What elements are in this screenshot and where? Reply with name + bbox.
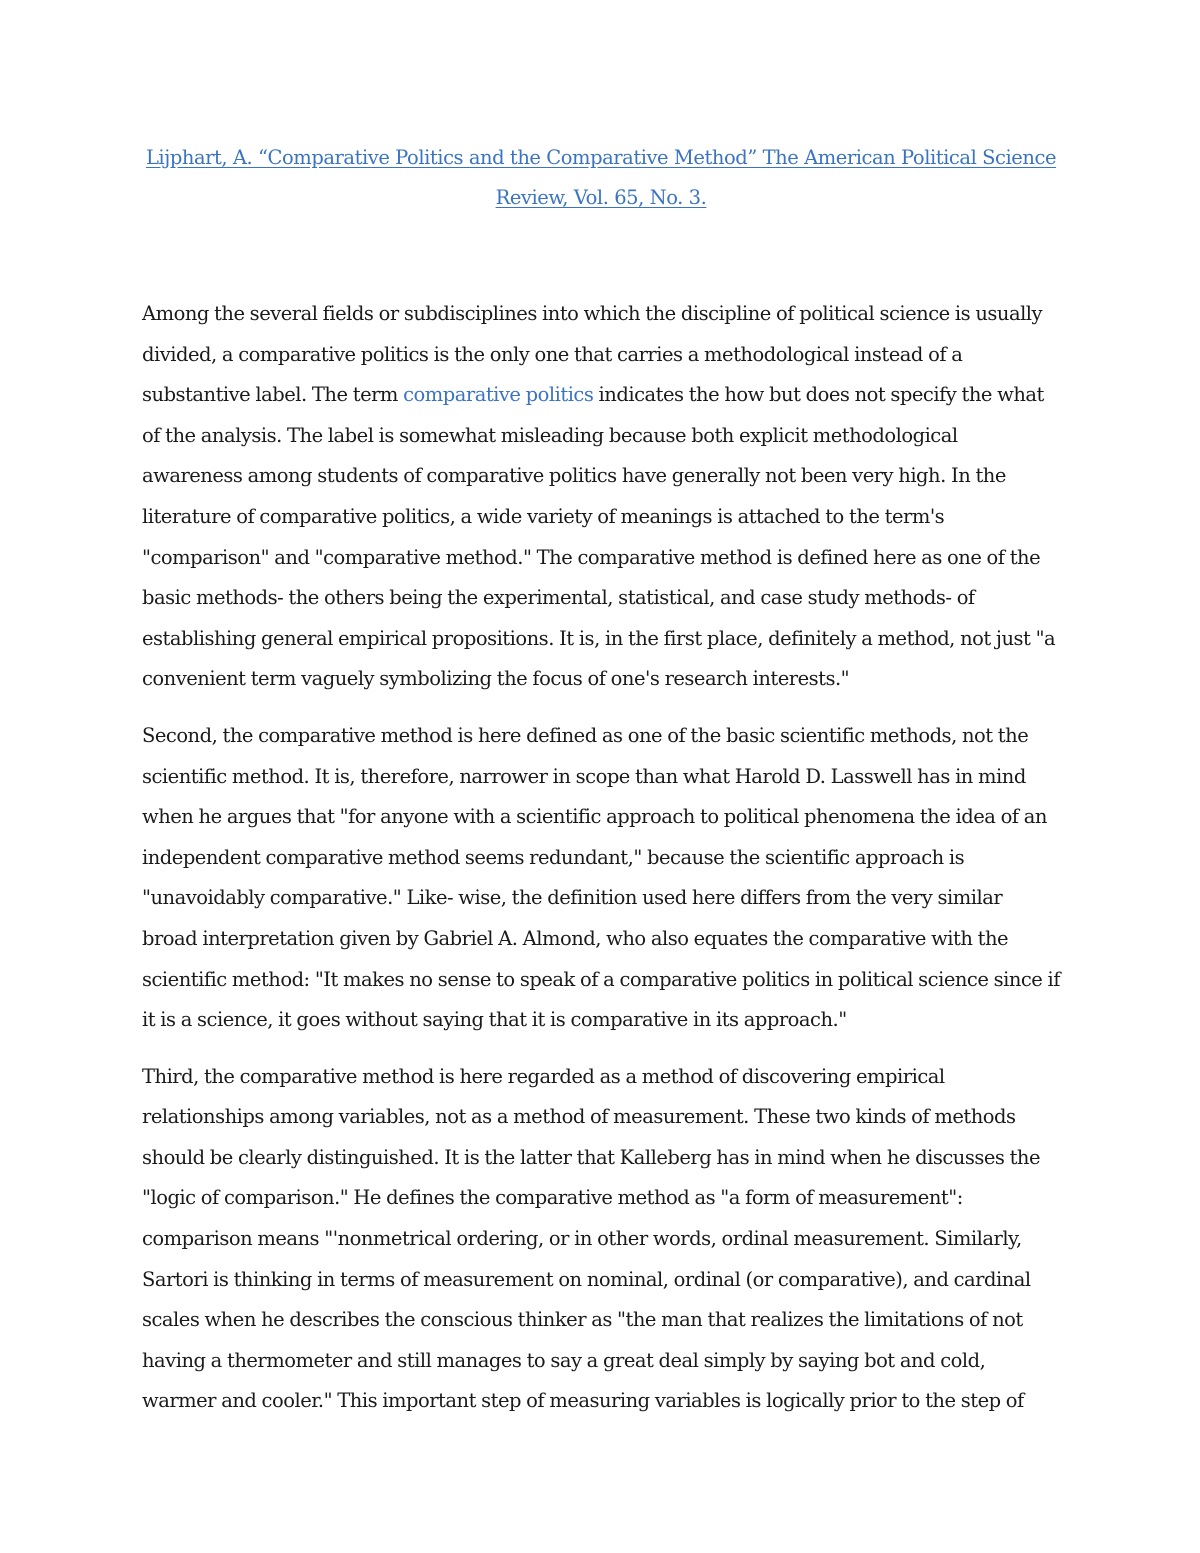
comparative-politics-link[interactable]: comparative politics bbox=[403, 383, 594, 407]
document-page bbox=[142, 138, 1060, 1438]
paragraph-1-text-before: Among the several fields or subdisciplines into which the discipline of political science is usually divided, a comparative politics is the only one that carries a methodological instead of a substantive label. The term bbox=[142, 302, 1043, 407]
paragraph-3: Third, the comparative method is here regarded as a method of discovering empirical relationships among variables, not as a method of measurement. These two kinds of methods should be clearly distinguished. It is the latter that Kalleberg has in mind when he discusses the "logic of comparison." He defines the comparative method as "a form of measurement": comparison means "'nonmetrical ordering, or in other words, ordinal measurement. Similarly, Sartori is thinking in terms of measurement on nominal, ordinal (or comparative), and cardinal scales when he describes the conscious thinker as "the man that realizes the limitations of not having a thermometer and still manages to say a great deal simply by saying bot and cold, warmer and cooler." This important step of measuring variables is logically prior to the step of bbox=[142, 1064, 1041, 1413]
citation-link[interactable]: Lijphart, A. “Comparative Politics and the Comparative Method” The American Political Science Review, Vol. 65, No. 3. bbox=[145, 146, 1057, 209]
paragraph-2: Second, the comparative method is here defined as one of the basic scientific methods, not the scientific method. It is, therefore, narrower in scope than what Harold D. Lasswell has in mind when he argues that "for anyone with a scientific approach to political phenomena the idea of an independent comparative method seems redundant," because the scientific approach is "unavoidably comparative." Like- wise, the definition used here differs from the very similar broad interpretation given by Gabriel A. Almond, who also equates the comparative with the scientific method: "It makes no sense to speak of a comparative politics in political science since if it is a science, it goes without saying that it is comparative in its approach." bbox=[142, 723, 1060, 1032]
paragraph-1 bbox=[142, 294, 1060, 700]
paragraph-1-text-after: indicates the how but does not specify the what of the analysis. The label is somewhat misleading because both explicit methodological awareness among students of comparative politics have generally not been very high. In the literature of comparative politics, a wide variety of meanings is attached to the term's "comparison" and "comparative method." The comparative method is defined here as one of the basic methods- the others being the experimental, statistical, and case study methods- of establishing general empirical propositions. It is, in the first place, definitely a method, not just "a convenient term vaguely symbolizing the focus of one's research interests." bbox=[142, 383, 1056, 691]
citation-heading bbox=[142, 138, 1060, 218]
